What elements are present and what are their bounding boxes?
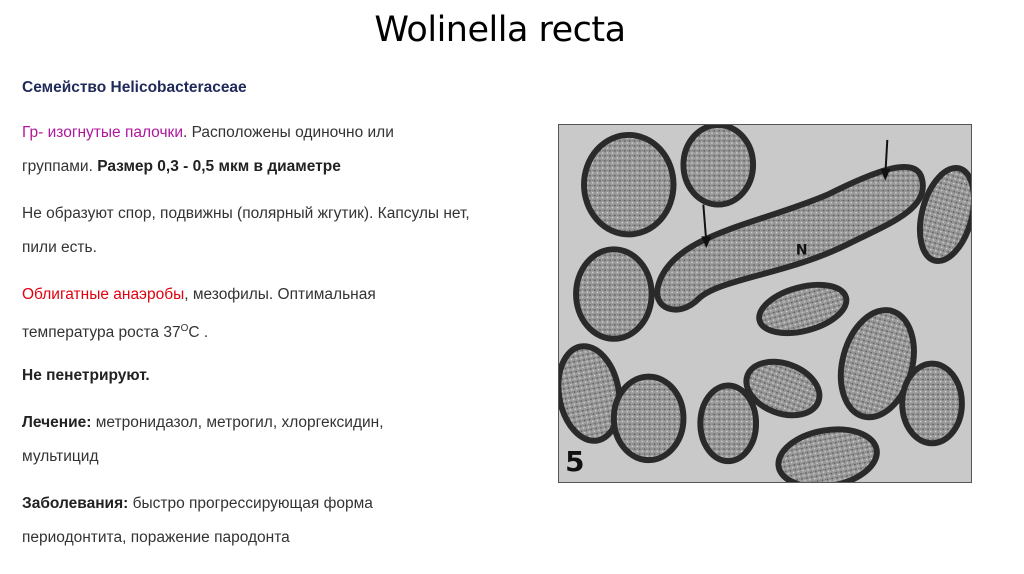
paragraph-morphology — [22, 116, 452, 184]
paragraph-treatment — [22, 406, 442, 474]
treatment-text: метронидазол, метрогил, хлоргексидин, мультицид — [22, 414, 384, 465]
slide-title: Wolinella recta — [374, 10, 626, 50]
cell — [584, 135, 673, 234]
penetration-text: Не пенетрируют. — [22, 367, 150, 384]
diseases-text: быстро прогрессирующая форма периодонтита, поражение пародонта — [22, 495, 373, 546]
family-line: Семейство Helicobacteraceae — [22, 79, 247, 96]
cell — [576, 249, 652, 338]
anaerobes-text-end: С . — [188, 324, 209, 342]
morphology-highlight: Гр- изогнутые палочки — [22, 124, 183, 141]
diseases-label: Заболевания: — [22, 495, 129, 512]
cell — [902, 364, 962, 444]
degree-sup: О — [180, 323, 189, 334]
cell — [683, 125, 753, 205]
paragraph-diseases — [22, 487, 422, 555]
cell — [700, 386, 756, 462]
paragraph-spores: Не образуют спор, подвижны (полярный жгутик). Капсулы нет, пили есть. — [22, 205, 470, 256]
paragraph-penetration — [22, 359, 522, 393]
figure-number: 5 — [565, 445, 585, 479]
paragraph-anaerobes — [22, 278, 422, 350]
label-N: N — [795, 242, 808, 259]
cell — [614, 377, 684, 461]
anaerobes-text: , мезофилы. Оптимальная температура роста 37 — [22, 286, 376, 342]
treatment-label: Лечение: — [22, 414, 92, 431]
electron-micrograph — [558, 124, 972, 483]
morphology-text: . Расположены одиночно или группами. — [22, 124, 394, 175]
size-text: Размер 0,3 - 0,5 мкм в диаметре — [97, 158, 341, 175]
anaerobes-highlight: Облигатные анаэробы — [22, 286, 185, 303]
